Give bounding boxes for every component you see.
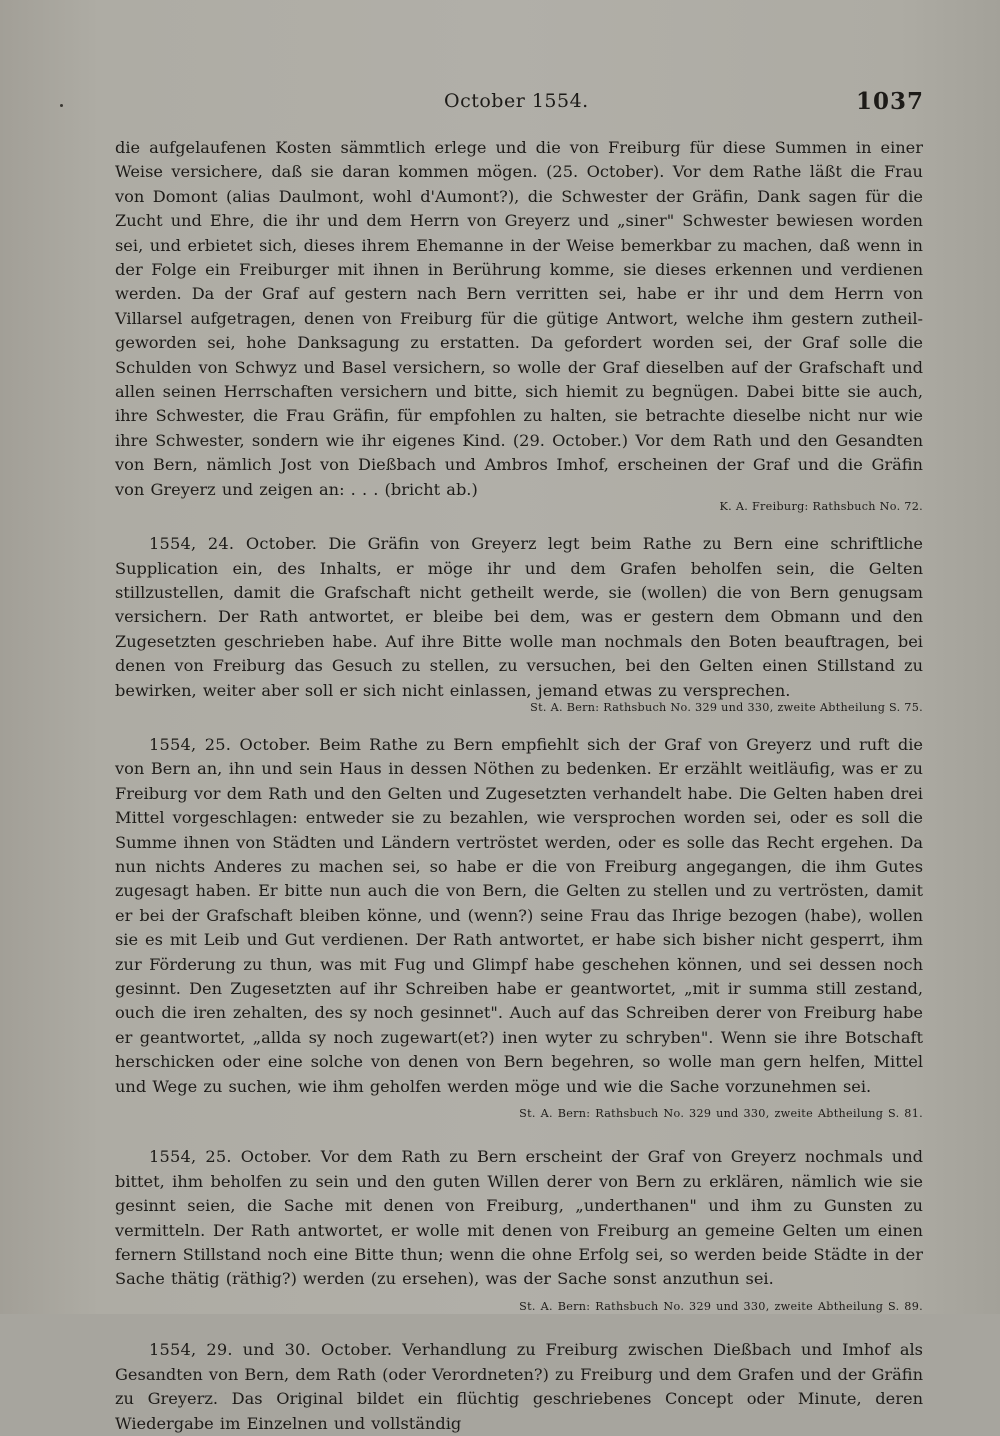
source-citation: St. A. Bern: Rathsbuch No. 329 und 330, zweite Abtheilung S. 81. [519, 1107, 923, 1121]
entry-1554-10-29-30 [115, 1338, 923, 1436]
margin-mark [60, 104, 63, 107]
entry-text: Die Gräfin von Greyerz legt beim Rathe zu Bern eine schriftliche Supplication ein, des Inhalts, er möge ihr und dem Grafen beholfen sein, die Gelten stillzustellen, damit die Grafschaft nicht getheilt werde, sie (wollen) die von Bern genugsam versichern. Der Rath antwortet, er bleibe bei dem, was er gestern dem Obmann und den Zugesetzten geschrieben habe. Auf ihre Bitte wolle man nochmals den Boten beauftragen, bei denen von Freiburg das Gesuch zu stellen, zu versuchen, bei den Gelten einen Stillstand zu bewirken, weiter aber soll er sich nicht einlassen, jemand etwas zu versprechen. [115, 534, 923, 700]
entry-date: 1554, 25. October. [149, 734, 311, 754]
entry-paragraph [115, 733, 924, 1121]
entry-1554-10-25-b [115, 1145, 923, 1319]
entry-text: Beim Rathe zu Bern empfiehlt sich der Graf von Greyerz und ruft die von Bern an, ihn und sein Haus in dessen Nöthen zu bedenken. Er erzählt weitläufig, was er zu Freiburg vor dem Rath und den Gelten und Zugesetzten verhandelt habe. Die Gelten haben drei Mittel vorgeschlagen: entweder sie zu bezahlen, wie versprochen worden sei, oder es soll die Summe ihnen von Städten und Ländern vertröstet werden, oder es solle das Recht ergehen. Da nun nichts Anderes zu machen sei, so habe er die von Freiburg angegangen, die ihm Gutes zugesagt haben. Er bitte nun auch die von Bern, die Gelten zu stellen und zu vertrösten, damit er bei der Grafschaft bleiben könne, und (wenn?) seine Frau das Ihrige bezogen (habe), wollen sie es mit Leib und Gut verdienen. Der Rath antwortet, er habe sich bisher nicht gesperrt, ihm zur Förderung zu thun, was mit Fug und Glimpf habe geschehen können, und sei dessen noch gesinnt. Den Zugesetzten auf ihr Schreiben habe er geantwortet, „mit ir summa still zestand, ouch die iren zehalten, des sy noch gesinnet". Auch auf das Schreiben derer von Freiburg habe er geantwortet, „allda sy noch zugewart(et?) inen wyter zu schryben". Wenn sie ihre Botschaft herschicken oder eine solche von denen von Bern begehren, so wolle man gern helfen, Mittel und Wege zu suchen, wie ihm geholfen werden möge und wie die Sache vorzunehmen sei. [115, 734, 924, 1096]
entry-date: 1554, 25. October. [149, 1147, 312, 1167]
entry-1554-10-24 [115, 532, 923, 714]
running-head: October 1554. [444, 90, 589, 112]
entry-text: Verhandlung zu Freiburg zwischen Dießbach und Imhof als Gesandten von Bern, dem Rath (oder Verordneten?) zu Freiburg und dem Grafen und der Gräfin zu Greyerz. Das Original bildet ein flüchtig geschriebenes Concept oder Minute, deren Wiedergabe im Einzelnen und vollständig [115, 1340, 923, 1433]
entry-paragraph [115, 1338, 923, 1436]
source-citation: St. A. Bern: Rathsbuch No. 329 und 330, zweite Abtheilung S. 89. [519, 1299, 923, 1313]
entry-text: Vor dem Rath zu Bern erscheint der Graf von Greyerz nochmals und bittet, ihm beholfen zu sein und den guten Willen derer von Bern zu erklären, nämlich wie sie gesinnt seien, die Sache mit denen von Freiburg, „underthanen" und ihm zu Gunsten zu vermitteln. Der Rath antwortet, er wolle mit denen von Freiburg an gemeine Gelten um einen fernern Stillstand noch eine Bitte thun; wenn die ohne Erfolg sei, so werden beide Städte in der Sache thätig (räthig?) werden (zu ersehen), was der Sache sonst anzuthun sei. [115, 1147, 924, 1289]
page-number: 1037 [855, 88, 924, 115]
entry-paragraph [115, 1145, 924, 1313]
source-citation: St. A. Bern: Rathsbuch No. 329 und 330, zweite Abtheilung S. 75. [530, 700, 923, 714]
entry-1554-10-25-a [115, 733, 923, 1127]
entry-date: 1554, 24. October. [149, 534, 318, 554]
entry-paragraph [115, 532, 923, 703]
entry-date: 1554, 29. und 30. October. [149, 1340, 393, 1360]
entry-text: die aufgelaufenen Kosten sämmtlich erlege und die von Freiburg für diese Summen in einer Weise versichere, daß sie daran kommen mögen. (25. October). Vor dem Rathe läßt die Frau von Domont (alias Daulmont, wohl d'Aumont?), die Schwester der Gräfin, Dank sagen für die Zucht und Ehre, die ihr und dem Herrn von Greyerz und „siner" Schwester bewiesen worden sei, und erbietet sich, dieses ihrem Ehemanne in der Weise bemerkbar zu machen, daß wenn in der Folge ein Freiburger mit ihnen in Berührung komme, sie dieses erkennen und verdienen werden. Da der Graf auf gestern nach Bern verritten sei, habe er ihr und dem Herrn von Villarsel aufgetragen, denen von Freiburg für die gütige Antwort, welche ihm gestern zutheil-geworden sei, hohe Danksagung zu erstatten. Da gefordert worden sei, der Graf solle die Schulden von Schwyz und Basel versichern, so wolle der Graf dieselben auf der Grafschaft und allen seinen Herrschaften versichern und bitte, sich hiemit zu begnügen. Dabei bitte sie auch, ihre Schwester, die Frau Gräfin, für empfohlen zu halten, sie betrachte dieselbe nicht nur wie ihre Schwester, sondern wie ihr eigenes Kind. (29. October.) Vor dem Rath und den Gesandten von Bern, nämlich Jost von Dießbach und Ambros Imhof, erscheinen der Graf und die Gräfin von Greyerz und zeigen an: . . . (bricht ab.) [115, 138, 923, 499]
entry-continued [115, 136, 923, 513]
page-body [115, 136, 923, 1436]
source-citation: K. A. Freiburg: Rathsbuch No. 72. [719, 500, 923, 514]
